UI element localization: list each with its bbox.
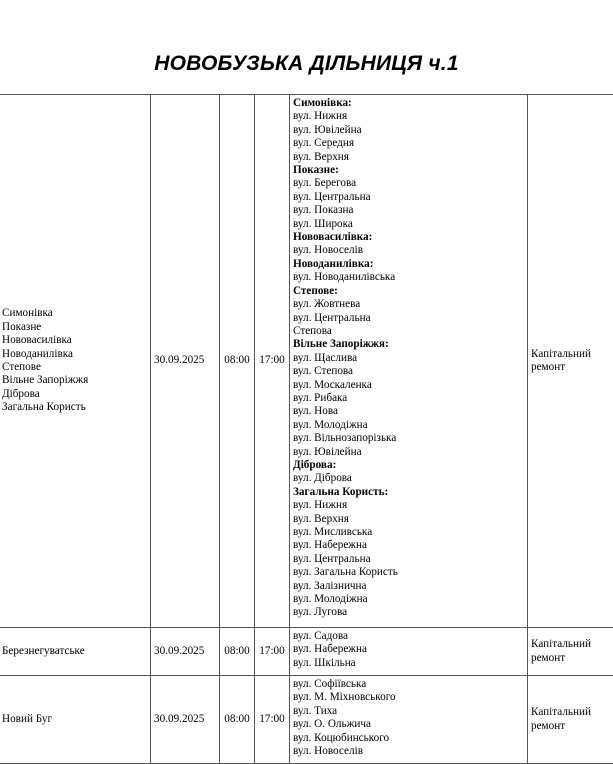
street-name: вул. Молодіжна xyxy=(293,419,524,432)
settlement-name: Діброва xyxy=(2,388,147,401)
street-name: вул. Молодіжна xyxy=(293,593,524,606)
work-type-cell xyxy=(528,95,613,628)
streets-cell xyxy=(290,628,528,676)
work-type-line: ремонт xyxy=(531,361,611,374)
settlement-name: Нововасилівка xyxy=(2,334,147,347)
street-name: вул. Лугова xyxy=(293,606,524,619)
street-name: вул. Середня xyxy=(293,137,524,150)
settlement-name: Показне xyxy=(2,321,147,334)
end-time-cell: 17:00 xyxy=(255,676,290,764)
street-name: вул. Ювілейна xyxy=(293,446,524,459)
settlement-name: Симонівка xyxy=(2,307,147,320)
settlements-cell xyxy=(0,676,151,764)
settlement-heading: Степове: xyxy=(293,285,524,298)
work-type-cell xyxy=(528,676,613,764)
street-name: вул. Рибака xyxy=(293,392,524,405)
settlement-name: Вільне Запоріжжя xyxy=(2,374,147,387)
start-time-cell: 08:00 xyxy=(220,676,255,764)
street-name: вул. Берегова xyxy=(293,177,524,190)
work-type-line: ремонт xyxy=(531,652,611,665)
work-type-line: Капітальний xyxy=(531,638,611,651)
street-name: вул. Нижня xyxy=(293,499,524,512)
street-name: вул. Новоселів xyxy=(293,244,524,257)
street-name: вул. Набережна xyxy=(293,539,524,552)
end-time-cell: 17:00 xyxy=(255,95,290,628)
table-row xyxy=(0,676,613,764)
street-name: вул. Новоданилівська xyxy=(293,271,524,284)
settlement-heading: Показне: xyxy=(293,164,524,177)
street-name: вул. Вільнозапорізька xyxy=(293,432,524,445)
street-name: вул. Новоселів xyxy=(293,745,524,758)
settlement-heading: Симонівка: xyxy=(293,97,524,110)
street-name: вул. Нижня xyxy=(293,110,524,123)
street-name: вул. Ювілейна xyxy=(293,124,524,137)
start-time-cell: 08:00 xyxy=(220,628,255,676)
table-row xyxy=(0,95,613,628)
street-name: вул. Мисливська xyxy=(293,526,524,539)
street-name: вул. Садова xyxy=(293,630,524,643)
settlement-heading: Діброва: xyxy=(293,459,524,472)
settlement-heading: Нововасилівка: xyxy=(293,231,524,244)
table-body xyxy=(0,95,613,764)
settlement-name: Степове xyxy=(2,361,147,374)
settlement-name: Загальна Користь xyxy=(2,401,147,414)
street-name: вул. Центральна xyxy=(293,312,524,325)
street-name: вул. Центральна xyxy=(293,553,524,566)
outage-schedule-table xyxy=(0,94,613,764)
end-time-cell: 17:00 xyxy=(255,628,290,676)
date-cell: 30.09.2025 xyxy=(151,628,220,676)
settlements-cell xyxy=(0,628,151,676)
street-name: вул. Жовтнева xyxy=(293,298,524,311)
street-name: вул. М. Міхновського xyxy=(293,691,524,704)
street-name: вул. Залізнична xyxy=(293,580,524,593)
work-type-line: Капітальний xyxy=(531,348,611,361)
street-name: вул. Софіївська xyxy=(293,678,524,691)
streets-cell xyxy=(290,676,528,764)
page-title: НОВОБУЗЬКА ДІЛЬНИЦЯ ч.1 xyxy=(0,52,613,76)
date-cell: 30.09.2025 xyxy=(151,95,220,628)
street-name: вул. Москаленка xyxy=(293,379,524,392)
street-name: Степова xyxy=(293,325,524,338)
street-name: вул. Загальна Користь xyxy=(293,566,524,579)
start-time-cell: 08:00 xyxy=(220,95,255,628)
street-name: вул. Тиха xyxy=(293,705,524,718)
street-name: вул. Щаслива xyxy=(293,352,524,365)
street-name: вул. Степова xyxy=(293,365,524,378)
settlement-name: Новий Буг xyxy=(2,713,147,726)
streets-cell xyxy=(290,95,528,628)
street-name: вул. О. Ольжича xyxy=(293,718,524,731)
work-type-cell xyxy=(528,628,613,676)
work-type-line: ремонт xyxy=(531,720,611,733)
date-cell: 30.09.2025 xyxy=(151,676,220,764)
settlement-heading: Новоданилівка: xyxy=(293,258,524,271)
street-name: вул. Верхня xyxy=(293,151,524,164)
street-name: вул. Центральна xyxy=(293,191,524,204)
work-type-line: Капітальний xyxy=(531,706,611,719)
street-name: вул. Діброва xyxy=(293,472,524,485)
table-row xyxy=(0,628,613,676)
settlement-name: Новоданилівка xyxy=(2,348,147,361)
street-name: вул. Широка xyxy=(293,218,524,231)
street-name: вул. Верхня xyxy=(293,513,524,526)
street-name: вул. Коцюбинського xyxy=(293,732,524,745)
street-name: вул. Показна xyxy=(293,204,524,217)
settlement-heading: Вільне Запоріжжя: xyxy=(293,338,524,351)
settlement-heading: Загальна Користь: xyxy=(293,486,524,499)
settlements-cell xyxy=(0,95,151,628)
street-name: вул. Набережна xyxy=(293,643,524,656)
settlement-name: Березнегуватське xyxy=(2,645,147,658)
street-name: вул. Нова xyxy=(293,405,524,418)
street-name: вул. Шкільна xyxy=(293,657,524,670)
